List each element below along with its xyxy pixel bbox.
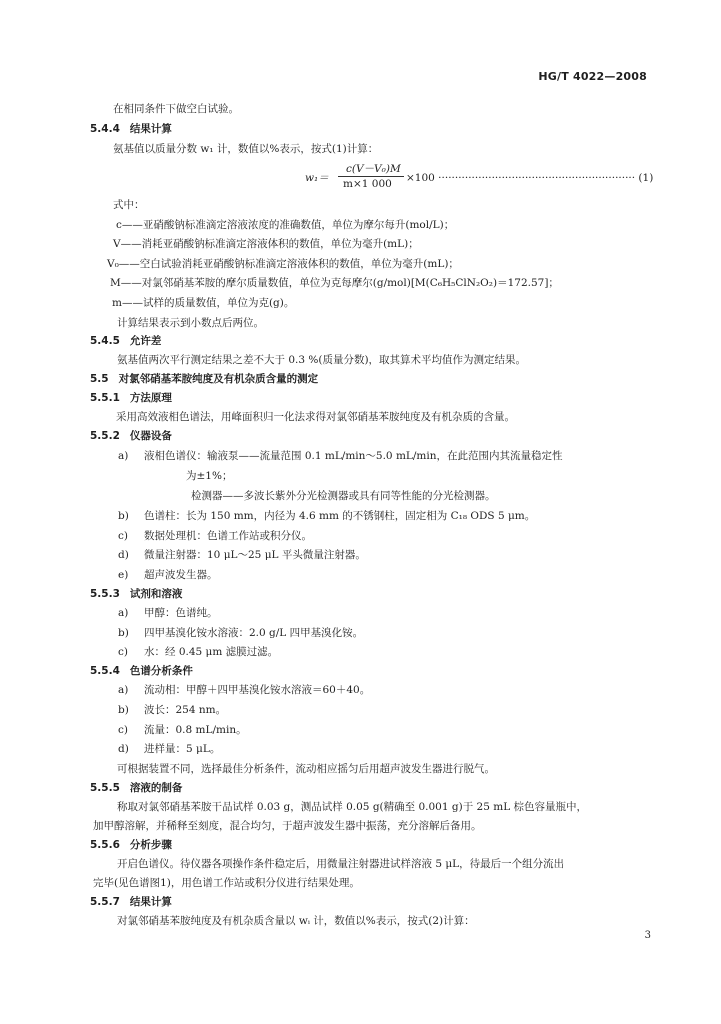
text-line: 采用高效液相色谱法，用峰面积归一化法求得对氯邻硝基苯胺纯度及有机杂质的含量。 <box>116 411 515 423</box>
variable-definition: V——消耗亚硝酸钠标准滴定溶液体积的数值，单位为毫升(mL)； <box>113 238 419 250</box>
list-item: d) 微量注射器：10 μL～25 μL 平头微量注射器。 <box>118 549 366 561</box>
text-line: 完毕(见色谱图1)，用色谱工作站或积分仪进行结果处理。 <box>93 877 360 889</box>
section-heading-5-5-4: 5.5.4 色谱分析条件 <box>90 665 193 677</box>
standard-code-header: HG/T 4022—2008 <box>538 70 647 83</box>
variable-definition: m——试样的质量数值，单位为克(g)。 <box>112 297 295 309</box>
text-line: 加甲醇溶解，并稀释至刻度，混合均匀，于超声波发生器中振荡，充分溶解后备用。 <box>93 820 482 832</box>
formula-numerator: c(V－V₀)M <box>346 163 401 175</box>
section-heading-5-5: 5.5 对氯邻硝基苯胺纯度及有机杂质含量的测定 <box>90 373 319 385</box>
formula-lhs: w₁＝ <box>305 172 329 184</box>
list-item: a) 液相色谱仪：输液泵——流量范围 0.1 mL/min～5.0 mL/min，在此范围内其流量稳定性 <box>118 450 563 462</box>
list-item: c) 流量：0.8 mL/min。 <box>118 724 247 736</box>
section-heading-5-5-2: 5.5.2 仪器设备 <box>90 430 172 442</box>
text-line: 称取对氯邻硝基苯胺干品试样 0.03 g，测品试样 0.05 g(精确至 0.001 g)于 25 mL 棕色容量瓶中， <box>117 801 588 813</box>
list-item: a) 流动相：甲醇＋四甲基溴化铵水溶液＝60＋40。 <box>118 684 371 696</box>
list-item-continuation: 检测器——多波长紫外分光检测器或具有同等性能的分光检测器。 <box>191 490 496 502</box>
list-item-continuation: 为±1%； <box>186 470 233 482</box>
variable-definition: M——对氯邻硝基苯胺的摩尔质量数值，单位为克每摩尔(g/mol)[M(C₆H₅ClN₂O₂)＝172.57]； <box>110 277 559 289</box>
list-item: a) 甲醇：色谱纯。 <box>118 607 218 619</box>
variable-definition: c——亚硝酸钠标准滴定溶液浓度的准确数值，单位为摩尔每升(mol/L)； <box>116 219 455 231</box>
section-heading-5-4-4: 5.4.4 结果计算 <box>90 123 172 135</box>
list-item: e) 超声波发生器。 <box>118 569 218 581</box>
section-heading-5-5-7: 5.5.7 结果计算 <box>90 896 172 908</box>
section-heading-5-5-5: 5.5.5 溶液的制备 <box>90 782 183 794</box>
text-line: 对氯邻硝基苯胺纯度及有机杂质含量以 wᵢ 计，数值以%表示，按式(2)计算： <box>117 915 475 927</box>
text-line: 氨基值两次平行测定结果之差不大于 0.3 %(质量分数)，取其算术平均值作为测定结果。 <box>117 354 527 366</box>
formula-denominator: m×1 000 <box>343 178 392 190</box>
list-item: b) 四甲基溴化铵水溶液：2.0 g/L 四甲基溴化铵。 <box>118 627 364 639</box>
list-item: b) 波长：254 nm。 <box>118 704 227 716</box>
variable-definition: V₀——空白试验消耗亚硝酸钠标准滴定溶液体积的数值，单位为毫升(mL)； <box>107 258 459 270</box>
text-line: 式中： <box>113 199 145 211</box>
text-line: 氨基值以质量分数 w₁ 计，数值以%表示，按式(1)计算： <box>113 143 379 155</box>
section-heading-5-5-6: 5.5.6 分析步骤 <box>90 839 172 851</box>
section-heading-5-5-3: 5.5.3 试剂和溶液 <box>90 588 183 600</box>
text-line: 开启色谱仪。待仪器各项操作条件稳定后，用微量注射器进试样溶液 5 μL，待最后一个组分流出 <box>117 858 565 870</box>
list-item: b) 色谱柱：长为 150 mm，内径为 4.6 mm 的不锈钢柱，固定相为 C₁₈ ODS 5 μm。 <box>118 510 536 522</box>
text-line: 可根据装置不同，选择最佳分析条件，流动相应摇匀后用超声波发生器进行脱气。 <box>117 763 495 775</box>
fraction-bar <box>338 176 404 177</box>
text-line: 计算结果表示到小数点后两位。 <box>117 317 264 329</box>
list-item: d) 进样量：5 μL。 <box>118 743 221 755</box>
list-item: c) 数据处理机：色谱工作站或积分仪。 <box>118 530 312 542</box>
text-line: 在相同条件下做空白试验。 <box>113 103 239 115</box>
section-heading-5-5-1: 5.5.1 方法原理 <box>90 392 172 404</box>
page-number: 3 <box>644 930 651 941</box>
list-item: c) 水：经 0.45 μm 滤膜过滤。 <box>118 646 279 658</box>
section-heading-5-4-5: 5.4.5 允许差 <box>90 335 162 347</box>
formula-tail: ×100 ··························································· (1) <box>406 172 654 184</box>
